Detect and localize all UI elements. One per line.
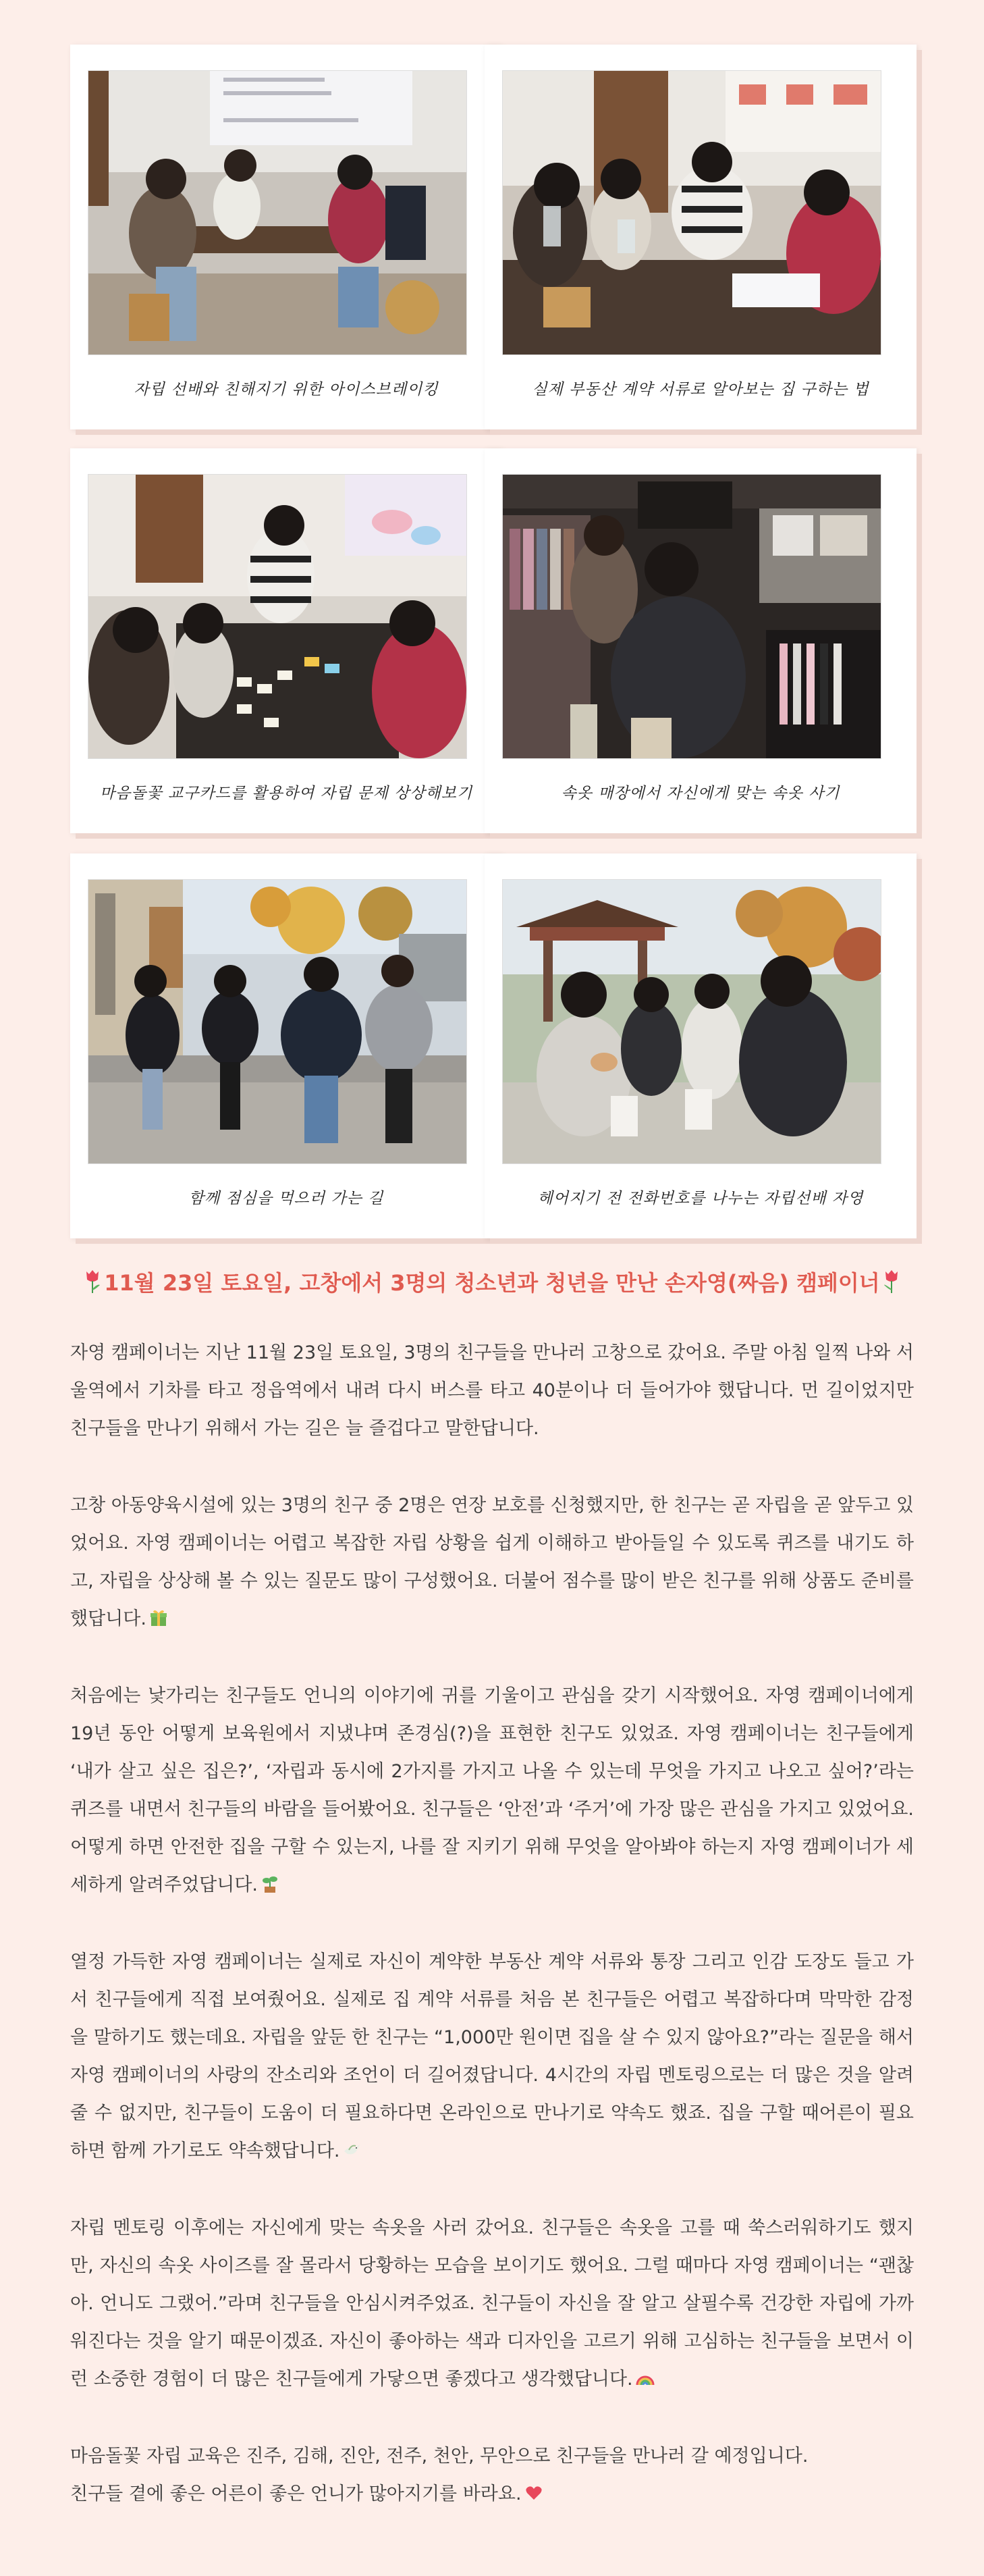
paragraph-4: [70, 1943, 914, 2170]
headline-text: 11월 23일 토요일, 고창에서 3명의 청소년과 청년을 만난 손자영(짜음) 캠페이너: [104, 1270, 880, 1296]
photo-street: [88, 879, 467, 1164]
article-headline: [0, 1261, 984, 1302]
rainbow-icon: [636, 2369, 655, 2388]
sprout-icon: [261, 1874, 279, 1893]
photo-card-1: [70, 45, 502, 429]
paragraph-text: 마음돌꽃 자립 교육은 진주, 김해, 진안, 전주, 천안, 무안으로 친구들을 만나러 갈 예정입니다. 친구들 곁에 좋은 어른이 좋은 언니가 많아지기를 바라요.: [70, 2446, 809, 2504]
photo-card-game: [88, 474, 467, 759]
paragraph-1: [70, 1334, 914, 1448]
gift-icon: [149, 1608, 168, 1627]
photo-card-2: [485, 45, 917, 429]
photo-park: [502, 879, 881, 1164]
heart-icon: [524, 2483, 543, 2502]
photo-card-6: [485, 853, 917, 1238]
photo-caption: 헤어지기 전 전화번호를 나누는 자립선배 자영: [537, 1189, 864, 1207]
article-body: [70, 1334, 914, 2513]
paragraph-3: [70, 1677, 914, 1904]
photo-card-4: [485, 448, 917, 833]
tulip-icon: [883, 1269, 900, 1294]
photo-caption: 속옷 매장에서 자신에게 맞는 속옷 사기: [561, 784, 840, 802]
photo-caption: 마음돌꽃 교구카드를 활용하여 자립 문제 상상해보기: [99, 784, 473, 802]
photo-cafe-seminar: [88, 70, 467, 355]
paragraph-2: [70, 1487, 914, 1638]
dove-icon: [342, 2140, 361, 2159]
photo-caption: 함께 점심을 먹으러 가는 길: [188, 1189, 384, 1207]
photo-caption: 실제 부동산 계약 서류로 알아보는 집 구하는 법: [532, 380, 869, 398]
photo-card-3: [70, 448, 502, 833]
photo-caption: 자립 선배와 친해지기 위한 아이스브레이킹: [134, 380, 439, 398]
photo-cafe-documents: [502, 70, 881, 355]
photo-shop: [502, 474, 881, 759]
paragraph-text: 자립 멘토링 이후에는 자신에게 맞는 속옷을 사러 갔어요. 친구들은 속옷을 고를 때 쑥스러워하기도 했지만, 자신의 속옷 사이즈를 잘 몰라서 당황하는 모습을 보이기도 했어요. 그럴 때마다 자영 캠페이너는 “괜찮아. 언니도 그랬어.”라며 친구들을 안심시켜주었죠. 친구들이 자신을 잘 알고 살필수록 건강한 자립에 가까워진다는 것을 알기 때문이겠죠. 자신이 좋아하는 색과 디자인을 고르기 위해 고심하는 친구들을 보면서 이런 소중한 경험이 더 많은 친구들에게 가닿으면 좋겠다고 생각했답니다.: [70, 2217, 914, 2390]
paragraph-text: 처음에는 낯가리는 친구들도 언니의 이야기에 귀를 기울이고 관심을 갖기 시작했어요. 자영 캠페이너에게 19년 동안 어떻게 보육원에서 지냈냐며 존경심(?)을 표현한 친구도 있었죠. 자영 캠페이너는 친구들에게 ‘내가 살고 싶은 집은?’, ‘자립과 동시에 2가지를 가지고 나올 수 있는데 무엇을 가지고 나오고 싶어?’라는 퀴즈를 내면서 친구들의 바람을 들어봤어요. 친구들은 ‘안전’과 ‘주거’에 가장 많은 관심을 가지고 있었어요. 어떻게 하면 안전한 집을 구할 수 있는지, 나를 잘 지키기 위해 무엇을 알아봐야 하는지 자영 캠페이너가 세세하게 알려주었답니다.: [70, 1685, 914, 1895]
paragraph-text: 자영 캠페이너는 지난 11월 23일 토요일, 3명의 친구들을 만나러 고창으로 갔어요. 주말 아침 일찍 나와 서울역에서 기차를 타고 정읍역에서 내려 다시 버스를 타고 40분이나 더 들어가야 했답니다. 먼 길이었지만 친구들을 만나기 위해서 가는 길은 늘 즐겁다고 말한답니다.: [70, 1342, 914, 1439]
paragraph-text: 고창 아동양육시설에 있는 3명의 친구 중 2명은 연장 보호를 신청했지만, 한 친구는 곧 자립을 곧 앞두고 있었어요. 자영 캠페이너는 어렵고 복잡한 자립 상황을 쉽게 이해하고 받아들일 수 있도록 퀴즈를 내기도 하고, 자립을 상상해 볼 수 있는 질문도 많이 구성했어요. 더불어 점수를 많이 받은 친구를 위해 상품도 준비를 했답니다.: [70, 1495, 914, 1629]
paragraph-6: [70, 2438, 914, 2513]
photo-card-5: [70, 853, 502, 1238]
paragraph-text: 열정 가득한 자영 캠페이너는 실제로 자신이 계약한 부동산 계약 서류와 통장 그리고 인감 도장도 들고 가서 친구들에게 직접 보여줬어요. 실제로 집 계약 서류를 처음 본 친구들은 어렵고 복잡하다며 막막한 감정을 말하기도 했는데요. 자립을 앞둔 한 친구는 “1,000만 원이면 집을 살 수 있지 않아요?”라는 질문을 해서 자영 캠페이너의 사랑의 잔소리와 조언이 더 길어졌답니다. 4시간의 자립 멘토링으로는 더 많은 것을 알려줄 수 없지만, 친구들이 도움이 더 필요하다면 온라인으로 만나기로 약속도 했죠. 집을 구할 때어른이 필요하면 함께 가기로도 약속했답니다.: [70, 1951, 914, 2161]
tulip-icon: [84, 1269, 101, 1294]
paragraph-5: [70, 2209, 914, 2398]
